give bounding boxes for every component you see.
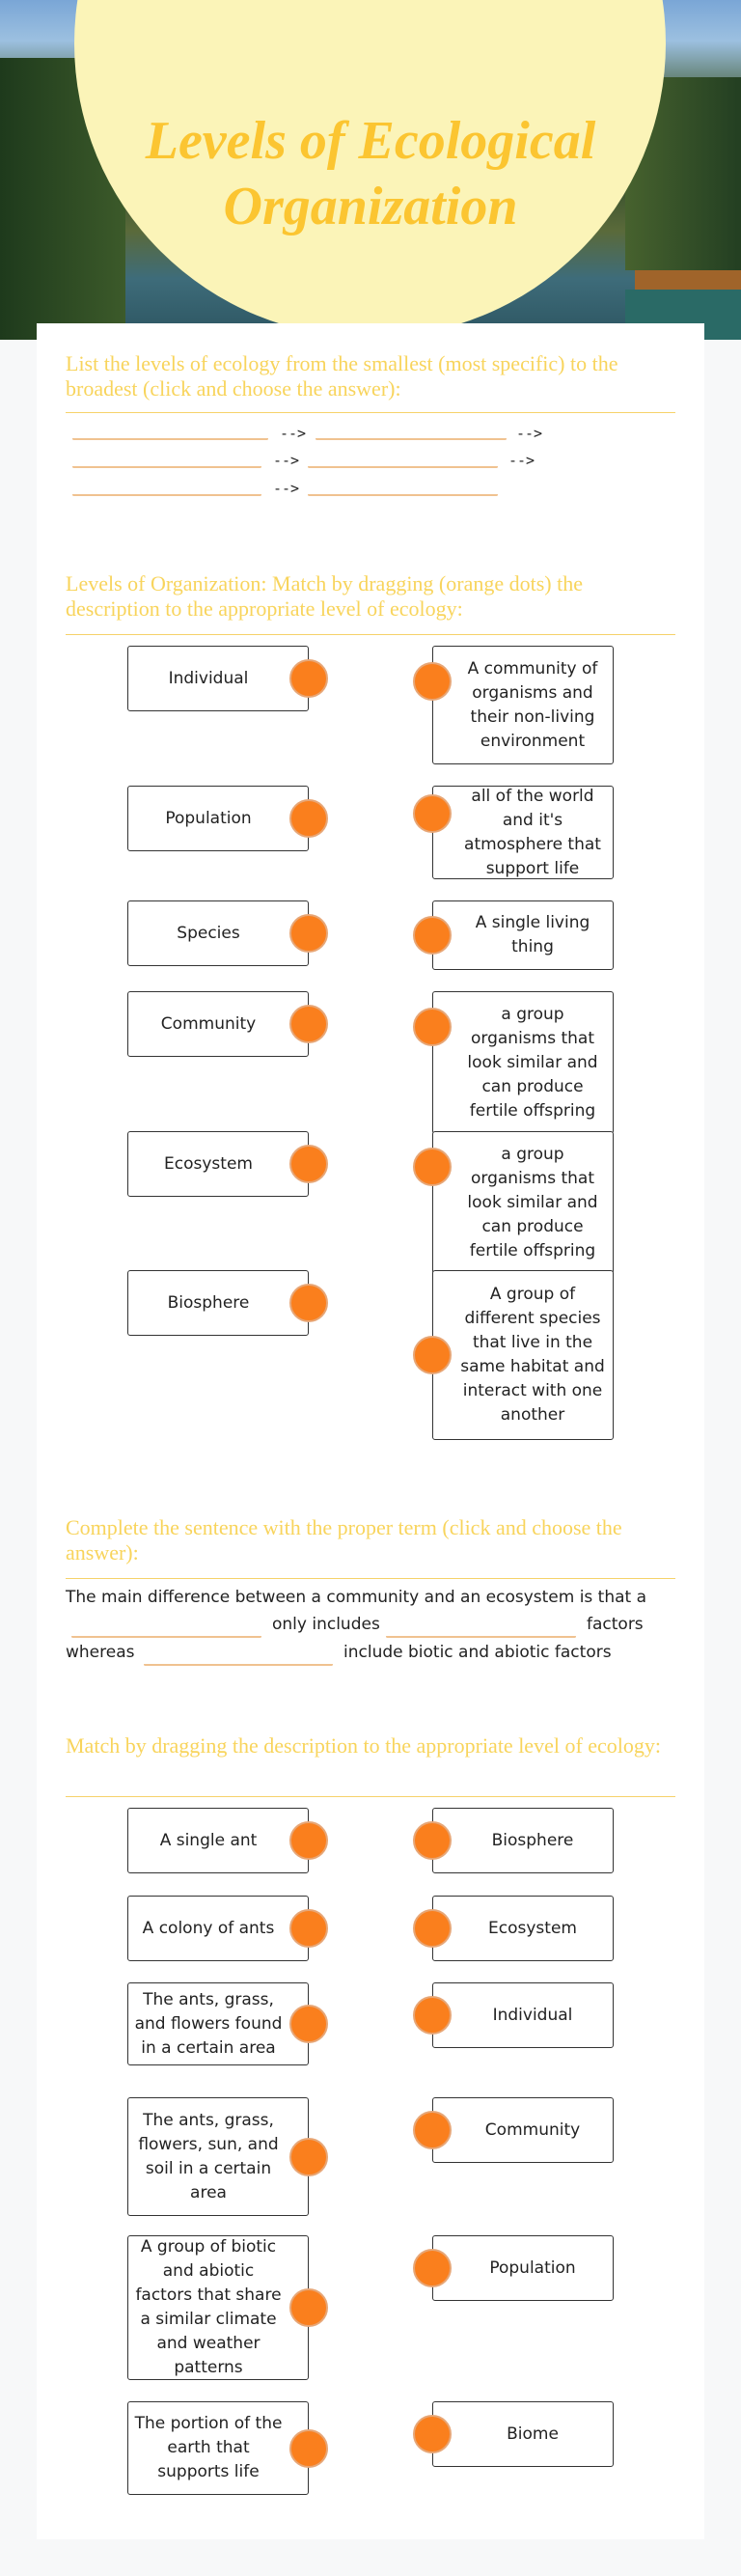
divider <box>66 634 675 635</box>
match-right-item: A group of different species that live in the same habitat and interact with one another <box>432 1270 614 1440</box>
match-left-item[interactable]: Population <box>127 786 309 851</box>
match-right-item: Biome <box>432 2401 614 2467</box>
arrow: --> <box>508 452 535 469</box>
divider <box>66 412 675 413</box>
drop-dot-icon[interactable] <box>413 794 452 833</box>
match-left-item[interactable]: A single ant <box>127 1808 309 1873</box>
match-left-item[interactable]: The ants, grass, and flowers found in a certain area <box>127 1982 309 2065</box>
answer-blank-3[interactable] <box>72 465 261 468</box>
section2-heading: Levels of Organization: Match by dragging (orange dots) the description to the appropriate level of ecology: <box>66 571 583 621</box>
match-right-item: A single living thing <box>432 900 614 970</box>
drag-dot-icon[interactable] <box>289 2005 328 2043</box>
match-right-item: Community <box>432 2097 614 2163</box>
arrow: --> <box>273 452 300 469</box>
drag-dot-icon[interactable] <box>289 2138 328 2176</box>
match-right-item: Biosphere <box>432 1808 614 1873</box>
sentence-blank-1[interactable] <box>71 1635 261 1638</box>
drop-dot-icon[interactable] <box>413 1336 452 1374</box>
drop-dot-icon[interactable] <box>413 2111 452 2149</box>
match-left-item[interactable]: A colony of ants <box>127 1896 309 1961</box>
sentence-part-4: whereas <box>66 1643 135 1662</box>
answer-blank-5[interactable] <box>72 493 261 496</box>
sentence-part-1: The main difference between a community and an ecosystem is that a <box>66 1588 647 1607</box>
drag-dot-icon[interactable] <box>289 1284 328 1322</box>
sentence-blank-3[interactable] <box>144 1663 333 1666</box>
drop-dot-icon[interactable] <box>413 1996 452 2035</box>
drop-dot-icon[interactable] <box>413 1148 452 1186</box>
drop-dot-icon[interactable] <box>413 916 452 955</box>
drag-dot-icon[interactable] <box>289 2288 328 2327</box>
match-left-item[interactable]: Individual <box>127 646 309 711</box>
arrow: --> <box>280 425 307 442</box>
drop-dot-icon[interactable] <box>413 1821 452 1860</box>
sentence-part-3: factors <box>587 1615 644 1634</box>
section3-heading: Complete the sentence with the proper term (click and choose the answer): <box>66 1515 622 1565</box>
match-left-item[interactable]: A group of biotic and abiotic factors that share a similar climate and weather patterns <box>127 2235 309 2380</box>
divider <box>66 1578 675 1579</box>
header-image <box>0 0 741 340</box>
drag-dot-icon[interactable] <box>289 1909 328 1948</box>
match-left-item[interactable]: The ants, grass, flowers, sun, and soil in a certain area <box>127 2097 309 2216</box>
drop-dot-icon[interactable] <box>413 1008 452 1046</box>
sentence-part-5: include biotic and abiotic factors <box>343 1643 612 1662</box>
title-line-2: Organization <box>223 177 518 236</box>
drag-dot-icon[interactable] <box>289 799 328 838</box>
match-right-item: all of the world and it's atmosphere that support life <box>432 786 614 879</box>
sentence-part-2: only includes <box>272 1615 380 1634</box>
match-right-item: Population <box>432 2235 614 2301</box>
drop-dot-icon[interactable] <box>413 2249 452 2287</box>
answer-blank-4[interactable] <box>308 465 498 468</box>
match-right-item: A community of organisms and their non-living environment <box>432 646 614 764</box>
section4-heading: Match by dragging the description to the appropriate level of ecology: <box>66 1733 662 1758</box>
match-left-item[interactable]: Species <box>127 900 309 966</box>
title-line-1: Levels of Ecological <box>145 111 596 171</box>
drop-dot-icon[interactable] <box>413 2415 452 2453</box>
drop-dot-icon[interactable] <box>413 1909 452 1948</box>
drag-dot-icon[interactable] <box>289 1821 328 1860</box>
match-left-item[interactable]: The portion of the earth that supports life <box>127 2401 309 2495</box>
drag-dot-icon[interactable] <box>289 1005 328 1043</box>
answer-blank-1[interactable] <box>72 437 268 440</box>
drag-dot-icon[interactable] <box>289 1145 328 1183</box>
match-left-item[interactable]: Ecosystem <box>127 1131 309 1197</box>
match-right-item: a group organisms that look similar and can produce fertile offspring <box>432 1131 614 1274</box>
sentence-blank-2[interactable] <box>386 1635 576 1638</box>
arrow: --> <box>516 425 543 442</box>
drag-dot-icon[interactable] <box>289 659 328 698</box>
match-left-item[interactable]: Biosphere <box>127 1270 309 1336</box>
divider <box>66 1796 675 1797</box>
match-right-item: Individual <box>432 1982 614 2048</box>
arrow: --> <box>273 480 300 497</box>
match-left-item[interactable]: Community <box>127 991 309 1057</box>
answer-blank-2[interactable] <box>316 437 507 440</box>
drop-dot-icon[interactable] <box>413 662 452 701</box>
match-right-item: Ecosystem <box>432 1896 614 1961</box>
drag-dot-icon[interactable] <box>289 2429 328 2468</box>
drag-dot-icon[interactable] <box>289 914 328 953</box>
section1-heading: List the levels of ecology from the smallest (most specific) to the broadest (click and choose the answer): <box>66 351 618 401</box>
page-title <box>0 108 741 239</box>
match-right-item: a group organisms that look similar and can produce fertile offspring <box>432 991 614 1134</box>
answer-blank-6[interactable] <box>308 493 498 496</box>
